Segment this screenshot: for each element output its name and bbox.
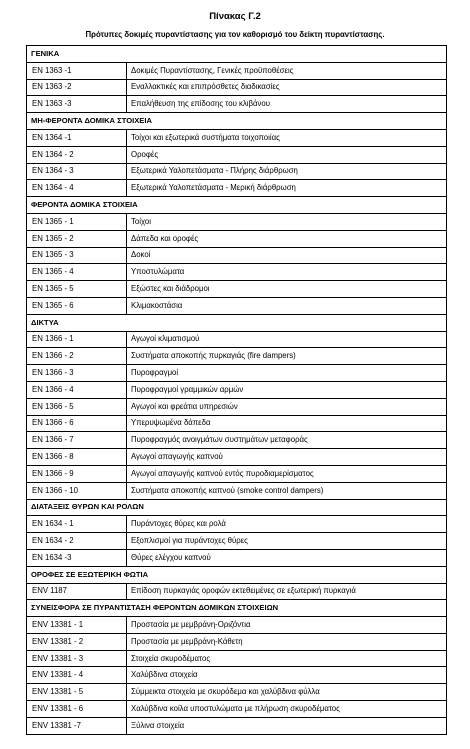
standard-description: Δάπεδα και οροφές [127,230,447,247]
standard-code: ENV 1187 [27,583,127,600]
table-row [27,398,447,415]
section-header-row [27,499,447,516]
table-row [27,465,447,482]
standard-description: Επαλήθευση της επίδοσης του κλιβάνου [127,96,447,113]
table-row [27,62,447,79]
standard-code: EN 1366 - 1 [27,331,127,348]
standard-code: EN 1365 - 4 [27,264,127,281]
standard-code: ENV 13381 -7 [27,717,127,734]
standard-code: ENV 13381 - 5 [27,684,127,701]
standard-code: EN 1366 - 2 [27,348,127,365]
standard-code: EN 1363 -1 [27,62,127,79]
standard-description: Οροφές [127,146,447,163]
standard-description: Κλιμακοστάσια [127,297,447,314]
section-heading: ΣΥΝΕΙΣΦΟΡΑ ΣΕ ΠΥΡΑΝΤΙΣΤΑΣΗ ΦΕΡΟΝΤΩΝ ΔΟΜΙΚΩΝ ΣΤΟΙΧΕΙΩΝ [27,600,447,617]
standard-description: Προστασία με μεμβράνη-Κάθετη [127,633,447,650]
standard-code: EN 1365 - 5 [27,281,127,298]
standard-description: Εξώστες και διάδρομοι [127,281,447,298]
table-row [27,129,447,146]
standard-code: EN 1366 - 5 [27,398,127,415]
table-row [27,482,447,499]
standard-code: EN 1365 - 2 [27,230,127,247]
table-row [27,230,447,247]
standard-code: EN 1634 - 1 [27,516,127,533]
standard-code: EN 1366 - 6 [27,415,127,432]
table-row [27,717,447,734]
standard-code: EN 1366 - 7 [27,432,127,449]
standard-description: Τοίχοι [127,213,447,230]
standard-description: Αγωγοί απαγωγής καπνού εντός πυροδιαμερίσματος [127,465,447,482]
standard-code: EN 1364 - 3 [27,163,127,180]
standard-description: Αγωγοί απαγωγής καπνού [127,449,447,466]
standard-description: Πυροφραγμοί γραμμικών αρμών [127,381,447,398]
standard-description: Επίδοση πυρκαγιάς οροφών εκτεθειμένες σε εξωτερική πυρκαγιά [127,583,447,600]
table-row [27,163,447,180]
table-row [27,247,447,264]
standard-code: ENV 13381 - 4 [27,667,127,684]
section-header-row [27,566,447,583]
table-row [27,667,447,684]
standard-description: Υπερυψωμένα δάπεδα [127,415,447,432]
table-row [27,516,447,533]
section-header-row [27,197,447,214]
section-header-row [27,46,447,63]
standard-code: EN 1366 - 3 [27,365,127,382]
standard-description: Συστήματα αποκοπής πυρκαγιάς (fire dampers) [127,348,447,365]
table-row [27,96,447,113]
table-row [27,331,447,348]
standard-code: EN 1366 - 10 [27,482,127,499]
table-row [27,146,447,163]
table-body [27,46,447,735]
table-row [27,180,447,197]
table-row [27,549,447,566]
standard-description: Συστήματα αποκοπής καπνού (smoke control dampers) [127,482,447,499]
standard-code: ENV 13381 - 2 [27,633,127,650]
table-row [27,449,447,466]
standard-code: EN 1634 -3 [27,549,127,566]
section-heading: ΔΙΑΤΑΞΕΙΣ ΘΥΡΩΝ ΚΑΙ ΡΟΛΩΝ [27,499,447,516]
standard-description: Εξωτερικά Υαλοπετάσματα - Πλήρης διάρθρωση [127,163,447,180]
standard-code: EN 1634 - 2 [27,533,127,550]
standard-code: ENV 13381 - 6 [27,701,127,718]
section-heading: ΜΗ-ΦΕΡΟΝΤΑ ΔΟΜΙΚΑ ΣΤΟΙΧΕΙΑ [27,113,447,130]
standard-description: Χαλύβδινα στοιχεία [127,667,447,684]
standard-code: EN 1364 -1 [27,129,127,146]
standard-description: Θύρες ελέγχου καπνού [127,549,447,566]
standard-code: ENV 13381 - 1 [27,617,127,634]
table-row [27,650,447,667]
standard-description: Πυροφραγμός ανοιγμάτων συστημάτων μεταφοράς [127,432,447,449]
table-row [27,617,447,634]
standard-code: EN 1364 - 2 [27,146,127,163]
table-row [27,701,447,718]
standard-description: Πυροφραγμοί [127,365,447,382]
standard-description: Τοίχοι και εξωτερικά συστήματα τοιχοποιίας [127,129,447,146]
standard-code: EN 1365 - 1 [27,213,127,230]
section-heading: ΦΕΡΟΝΤΑ ΔΟΜΙΚΑ ΣΤΟΙΧΕΙΑ [27,197,447,214]
table-row [27,264,447,281]
standard-description: Πυράντοχες θύρες και ρολά [127,516,447,533]
standard-description: Χαλύβδινα κοίλα υποστυλώματα με πλήρωση σκυροδέματος [127,701,447,718]
standard-description: Στοιχεία σκυροδέματος [127,650,447,667]
table-row [27,365,447,382]
fire-resistance-standards-table [26,45,447,735]
standard-description: Αγωγοί και φρεάτια υπηρεσιών [127,398,447,415]
table-row [27,583,447,600]
table-row [27,633,447,650]
standard-code: EN 1365 - 3 [27,247,127,264]
standard-description: Σύμμεικτα στοιχεία με σκυρόδεμα και χαλύβδινα φύλλα [127,684,447,701]
section-heading: ΓΕΝΙΚΑ [27,46,447,63]
standard-code: ENV 13381 - 3 [27,650,127,667]
table-row [27,297,447,314]
table-caption: Πίνακας Γ.2 [209,11,261,22]
table-row [27,432,447,449]
section-header-row [27,600,447,617]
standard-description: Εναλλακτικές και επιπρόσθετες διαδικασίες [127,79,447,96]
standard-description: Αγωγοί κλιματισμού [127,331,447,348]
standard-description: Προστασία με μεμβράνη-Οριζόντια [127,617,447,634]
standard-description: Εξοπλισμοί για πυράντοχες θύρες [127,533,447,550]
section-header-row [27,314,447,331]
standard-code: EN 1366 - 9 [27,465,127,482]
section-heading: ΟΡΟΦΕΣ ΣΕ ΕΞΩΤΕΡΙΚΗ ΦΩΤΙΑ [27,566,447,583]
standard-code: EN 1366 - 8 [27,449,127,466]
section-heading: ΔΙΚΤΥΑ [27,314,447,331]
standard-description: Δοκοί [127,247,447,264]
table-row [27,281,447,298]
standard-code: EN 1365 - 6 [27,297,127,314]
standard-code: EN 1366 - 4 [27,381,127,398]
table-row [27,415,447,432]
standard-description: Εξωτερικά Υαλοπετάσματα - Μερική διάρθρωση [127,180,447,197]
standard-description: Ξύλινα στοιχεία [127,717,447,734]
table-row [27,381,447,398]
table-row [27,213,447,230]
table-row [27,348,447,365]
table-row [27,684,447,701]
standard-description: Υποστυλώματα [127,264,447,281]
section-header-row [27,113,447,130]
standard-description: Δοκιμές Πυραντίστασης, Γενικές προϋποθέσεις [127,62,447,79]
standard-code: EN 1363 -2 [27,79,127,96]
standard-code: EN 1363 -3 [27,96,127,113]
table-subtitle: Πρότυπες δοκιμές πυραντίστασης για τον καθορισμό του δείκτη πυραντίστασης. [85,30,385,39]
table-row [27,79,447,96]
standard-code: EN 1364 - 4 [27,180,127,197]
table-row [27,533,447,550]
